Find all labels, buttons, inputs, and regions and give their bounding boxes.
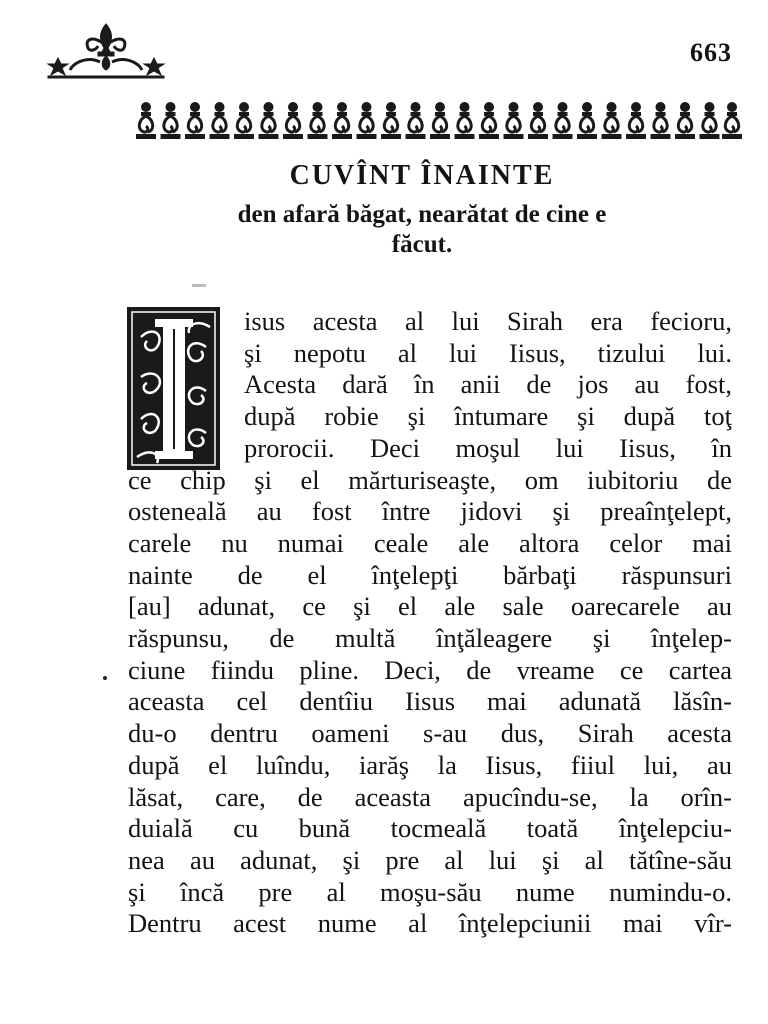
decorative-band-icon	[134, 100, 742, 142]
subtitle-line: făcut.	[391, 231, 453, 258]
text-line: şi nepotu al lui Iisus, tizului lui.	[244, 337, 732, 368]
fleuron-ornament-icon	[44, 18, 168, 80]
text-line: carele nu numai ceale ale altora celor mai	[128, 527, 732, 558]
text-line: nainte de el înţelepţi bărbaţi răspunsuri	[128, 559, 732, 590]
text-line: Dentru acest nume al înţelepciunii mai vîr-	[128, 908, 732, 939]
text-line: lăsat, care, de aceasta apucîndu-se, la orîn-	[128, 781, 732, 812]
text-line: răspunsu, de multă înţăleagere şi înţelep-	[128, 623, 732, 654]
text-line: duială cu bună tocmeală toată înţelepciu-	[128, 813, 732, 844]
text-line: ce chip şi el mărturiseaşte, om iubitoriu de	[128, 464, 732, 495]
text-line: ciune fiindu pline. Deci, de vreame ce cartea	[128, 654, 732, 685]
margin-dot	[103, 676, 107, 680]
text-line: aceasta cel dentîiu Iisus mai adunată lăsîn-	[128, 686, 732, 717]
page-number: 663	[690, 38, 732, 67]
subtitle-line: den afară băgat, nearătat de cine e	[237, 201, 607, 228]
text-line: Acesta dară în anii de jos au fost,	[244, 369, 732, 400]
chapter-title: CUVÎNT ÎNAINTE	[289, 160, 555, 191]
text-line: osteneală au fost între jidovi şi preaînţelept,	[128, 496, 732, 527]
text-line: isus acesta al lui Sirah era fecioru,	[244, 306, 732, 336]
text-line: du-o dentru oameni s-au dus, Sirah acesta	[128, 718, 732, 749]
text-line: prorocii. Deci moşul lui Iisus, în	[244, 432, 732, 463]
stray-ink-mark	[192, 284, 206, 287]
text-line: şi încă pre al moşu-său nume numindu-o.	[128, 876, 732, 907]
text-line: nea au adunat, şi pre al lui şi al tătîne-său	[128, 844, 732, 875]
text-line: după robie şi întumare şi după toţ	[244, 401, 732, 432]
chapter-subtitle	[120, 200, 724, 260]
text-line: după el luîndu, iarăş la Iisus, fiiul lui, au	[128, 749, 732, 780]
text-line: [au] adunat, ce şi el ale sale oarecarele au	[128, 591, 732, 622]
body-text	[128, 306, 732, 940]
